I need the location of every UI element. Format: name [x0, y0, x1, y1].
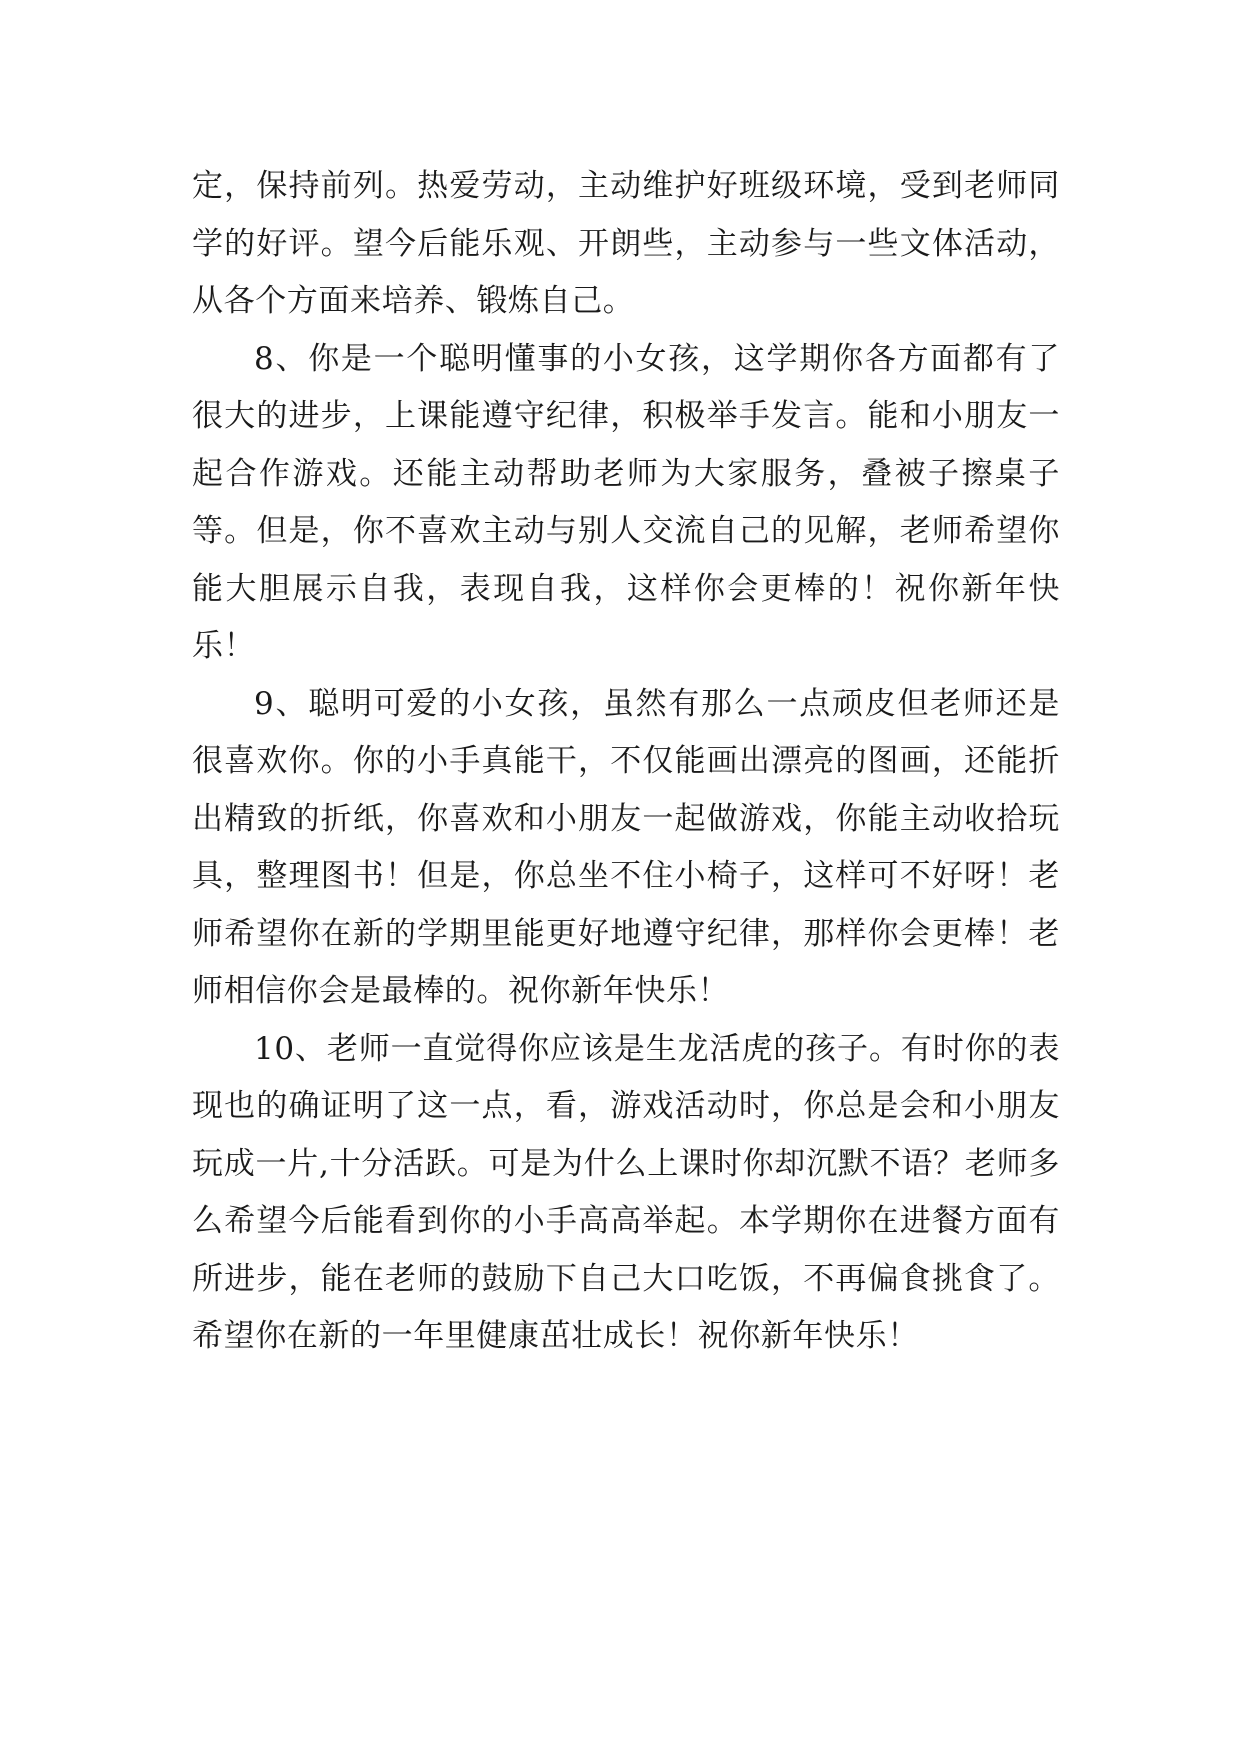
paragraph-continuation: 定，保持前列。热爱劳动，主动维护好班级环境，受到老师同学的好评。望今后能乐观、开朗些，主动参与一些文体活动，从各个方面来培养、锻炼自己。: [192, 168, 1060, 319]
document-body: [192, 158, 1060, 1366]
paragraph-comment-8: 8、你是一个聪明懂事的小女孩，这学期你各方面都有了很大的进步，上课能遵守纪律，积极举手发言。能和小朋友一起合作游戏。还能主动帮助老师为大家服务，叠被子擦桌子等。但是，你不喜欢主动与别人交流自己的见解，老师希望你能大胆展示自我，表现自我，这样你会更棒的！祝你新年快乐！: [192, 340, 1060, 664]
paragraph-comment-10: 10、老师一直觉得你应该是生龙活虎的孩子。有时你的表现也的确证明了这一点，看，游戏活动时，你总是会和小朋友玩成一片,十分活跃。可是为什么上课时你却沉默不语？老师多么希望今后能看到你的小手高高举起。本学期你在进餐方面有所进步，能在老师的鼓励下自己大口吃饭，不再偏食挑食了。希望你在新的一年里健康茁壮成长！祝你新年快乐！: [192, 1030, 1060, 1354]
paragraph-comment-9: 9、聪明可爱的小女孩，虽然有那么一点顽皮但老师还是很喜欢你。你的小手真能干，不仅能画出漂亮的图画，还能折出精致的折纸，你喜欢和小朋友一起做游戏，你能主动收拾玩具，整理图书！但是，你总坐不住小椅子，这样可不好呀！老师希望你在新的学期里能更好地遵守纪律，那样你会更棒！老师相信你会是最棒的。祝你新年快乐！: [192, 685, 1060, 1009]
